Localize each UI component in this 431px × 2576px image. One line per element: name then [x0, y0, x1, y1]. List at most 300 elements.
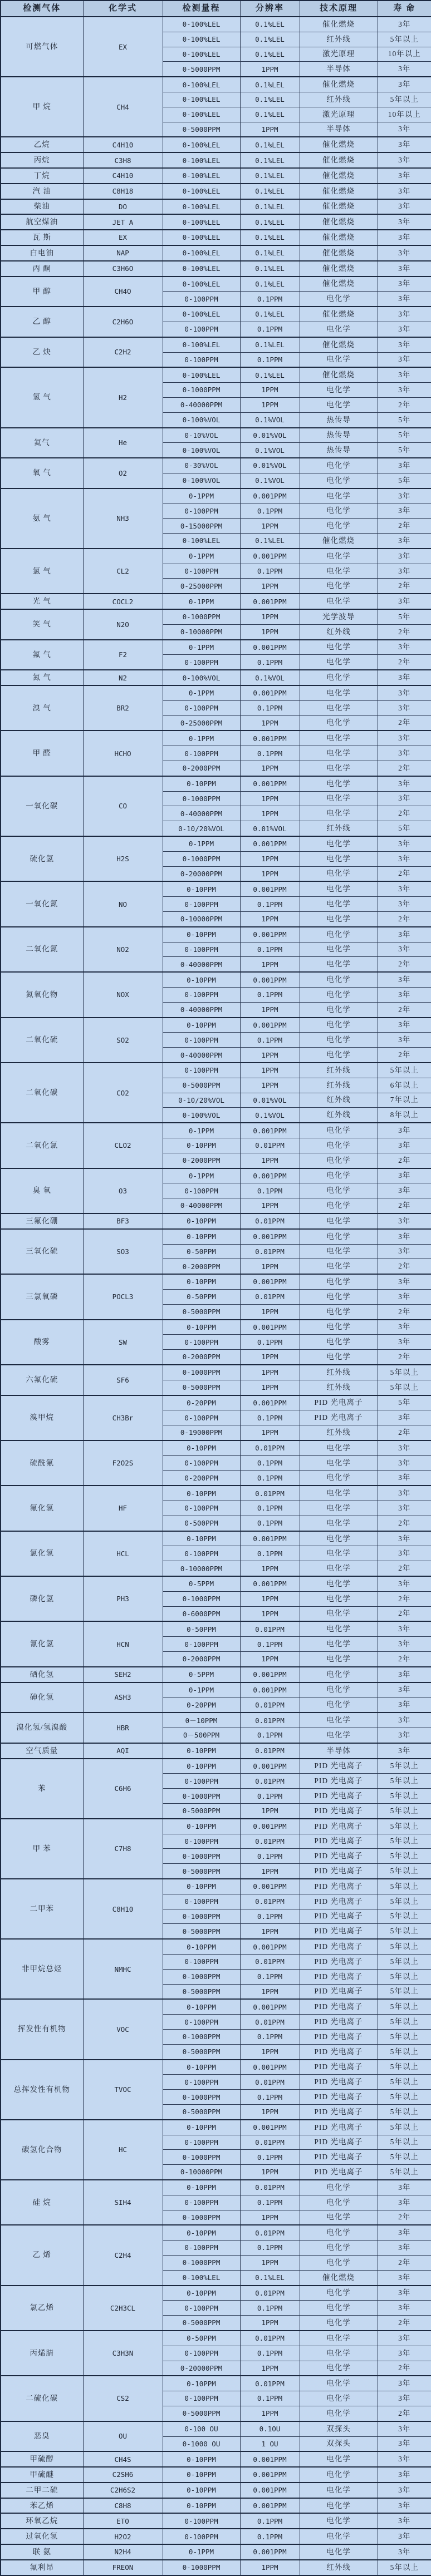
technology-cell: 电化学	[300, 2225, 378, 2240]
technology-cell: 红外线	[300, 821, 378, 836]
lifespan-cell: 5年以上	[378, 1063, 431, 1078]
range-cell: 0-10PPM	[163, 1138, 240, 1153]
resolution-cell: 1PPM	[240, 2316, 300, 2331]
lifespan-cell: 3年	[378, 1470, 431, 1486]
technology-cell: 电化学	[300, 1637, 378, 1652]
lifespan-cell: 2年	[378, 397, 431, 412]
lifespan-cell: 5年以上	[378, 92, 431, 107]
technology-cell: 电化学	[300, 1018, 378, 1033]
technology-cell: PID 光电离子	[300, 1864, 378, 1879]
table-row	[1, 731, 431, 746]
lifespan-cell: 5年	[378, 443, 431, 458]
lifespan-cell: 5年	[378, 1395, 431, 1410]
technology-cell: 电化学	[300, 2301, 378, 2316]
chemical-formula-cell: PH3	[83, 1576, 163, 1621]
range-cell: 0-100PPM	[163, 988, 240, 1003]
range-cell: 0-1000PPM	[163, 2090, 240, 2105]
technology-cell: 电化学	[300, 2286, 378, 2301]
lifespan-cell: 2年	[378, 579, 431, 594]
chemical-formula-cell: HCL	[83, 1531, 163, 1576]
technology-cell: 电化学	[300, 972, 378, 987]
technology-cell: 红外线	[300, 1365, 378, 1380]
resolution-cell: 0.1%LEL	[240, 152, 300, 168]
resolution-cell: 0.1%LEL	[240, 277, 300, 292]
gas-name-cell: 二氧化硫	[1, 1018, 83, 1063]
lifespan-cell: 3年	[378, 1501, 431, 1516]
technology-cell: PID 光电离子	[300, 2104, 378, 2119]
chemical-formula-cell: SW	[83, 1320, 163, 1365]
table-row	[1, 594, 431, 609]
chemical-formula-cell: JET A	[83, 214, 163, 230]
technology-cell: 电化学	[300, 1728, 378, 1743]
resolution-cell: 0.001PPM	[240, 1274, 300, 1289]
resolution-cell: 1PPM	[240, 1591, 300, 1606]
technology-cell: 电化学	[300, 1213, 378, 1229]
lifespan-cell: 3年	[378, 1486, 431, 1501]
lifespan-cell: 2年	[378, 1425, 431, 1440]
column-header-5: 寿 命	[378, 1, 431, 17]
lifespan-cell: 3年	[378, 137, 431, 152]
lifespan-cell: 3年	[378, 2180, 431, 2195]
table-row	[1, 1621, 431, 1636]
technology-cell: PID 光电离子	[300, 1834, 378, 1849]
lifespan-cell: 3年	[378, 1123, 431, 1138]
gas-name-cell: 氮 气	[1, 670, 83, 685]
resolution-cell: 1PPM	[240, 1864, 300, 1879]
lifespan-cell: 3年	[378, 746, 431, 761]
range-cell: 0-100%VOL	[163, 412, 240, 427]
chemical-formula-cell: C3H6O	[83, 261, 163, 277]
resolution-cell: 0.1PPM	[240, 352, 300, 367]
technology-cell: PID 光电离子	[300, 1984, 378, 1999]
technology-cell: 电化学	[300, 564, 378, 579]
range-cell: 0-1000PPM	[163, 2150, 240, 2165]
range-cell: 0-1PPM	[163, 594, 240, 609]
gas-name-cell: 硫酰氟	[1, 1440, 83, 1486]
range-cell: 0-20PPM	[163, 1697, 240, 1713]
range-cell: 0-10000PPM	[163, 624, 240, 639]
resolution-cell: 0.001PPM	[240, 488, 300, 504]
lifespan-cell: 3年	[378, 152, 431, 168]
table-row	[1, 1759, 431, 1774]
resolution-cell: 0.01PPM	[240, 1834, 300, 1849]
technology-cell: 电化学	[300, 1455, 378, 1470]
range-cell: 0-100%LEL	[163, 77, 240, 92]
technology-cell: 电化学	[300, 1048, 378, 1063]
range-cell: 0-100%VOL	[163, 473, 240, 488]
lifespan-cell: 3年	[378, 534, 431, 549]
resolution-cell: 1PPM	[240, 1048, 300, 1063]
range-cell: 0-1000 OU	[163, 2436, 240, 2451]
column-header-4: 技术原理	[300, 1, 378, 17]
range-cell: 0-100PPM	[163, 942, 240, 957]
technology-cell: 电化学	[300, 2195, 378, 2210]
range-cell: 0-100PPM	[163, 2513, 240, 2529]
technology-cell: 电化学	[300, 1486, 378, 1501]
range-cell: 0-5PPM	[163, 1667, 240, 1682]
lifespan-cell: 3年	[378, 122, 431, 137]
lifespan-cell: 5年以上	[378, 1380, 431, 1395]
gas-name-cell: 乙烷	[1, 137, 83, 152]
lifespan-cell: 2年	[378, 1561, 431, 1576]
lifespan-cell: 5年以上	[378, 1774, 431, 1789]
range-cell: 0-100%LEL	[163, 168, 240, 184]
resolution-cell: 1PPM	[240, 397, 300, 412]
gas-name-cell: 氟利昂	[1, 2560, 83, 2575]
header-row	[1, 1, 431, 17]
gas-name-cell: 甲硫醇	[1, 2451, 83, 2467]
technology-cell: 电化学	[300, 806, 378, 821]
chemical-formula-cell: ASH3	[83, 1682, 163, 1713]
technology-cell: PID 光电离子	[300, 1789, 378, 1804]
technology-cell: 电化学	[300, 1289, 378, 1304]
range-cell: 0-1000PPM	[163, 1849, 240, 1864]
resolution-cell: 0.1PPM	[240, 2150, 300, 2165]
range-cell: 0-100PPM	[163, 1063, 240, 1078]
lifespan-cell: 5年以上	[378, 1984, 431, 1999]
range-cell: 0-100%LEL	[163, 199, 240, 215]
lifespan-cell: 3年	[378, 1138, 431, 1153]
gas-name-cell: 碳氢化合物	[1, 2120, 83, 2180]
lifespan-cell: 3年	[378, 1621, 431, 1636]
resolution-cell: 0.01PPM	[240, 1244, 300, 1259]
chemical-formula-cell: CO2	[83, 1063, 163, 1123]
range-cell: 0-10000PPM	[163, 2165, 240, 2180]
lifespan-cell: 2年	[378, 1350, 431, 1365]
table-row	[1, 1939, 431, 1954]
range-cell: 0-1000PPM	[163, 2029, 240, 2044]
lifespan-cell: 2年	[378, 2210, 431, 2225]
lifespan-cell: 2年	[378, 1259, 431, 1274]
lifespan-cell: 5年以上	[378, 1759, 431, 1774]
lifespan-cell: 3年	[378, 214, 431, 230]
resolution-cell: 1PPM	[240, 2406, 300, 2421]
table-row	[1, 972, 431, 987]
chemical-formula-cell: H2	[83, 367, 163, 427]
gas-name-cell: 六氟化硫	[1, 1365, 83, 1395]
technology-cell: 红外线	[300, 92, 378, 107]
technology-cell: 电化学	[300, 322, 378, 337]
technology-cell: 电化学	[300, 942, 378, 957]
technology-cell: 电化学	[300, 836, 378, 851]
gas-name-cell: 丙 酮	[1, 261, 83, 277]
lifespan-cell: 3年	[378, 2331, 431, 2346]
technology-cell: 电化学	[300, 594, 378, 609]
gas-name-cell: 二甲二硫	[1, 2483, 83, 2498]
resolution-cell: 0.001PPM	[240, 685, 300, 700]
technology-cell: 电化学	[300, 866, 378, 881]
lifespan-cell: 3年	[378, 1455, 431, 1470]
resolution-cell: 1PPM	[240, 62, 300, 77]
resolution-cell: 1PPM	[240, 1078, 300, 1093]
range-cell: 0-10PPM	[163, 2225, 240, 2240]
technology-cell: 电化学	[300, 881, 378, 896]
range-cell: 0-10PPM	[163, 1743, 240, 1759]
resolution-cell: 0.1%LEL	[240, 261, 300, 277]
range-cell: 0-100PPM	[163, 1410, 240, 1425]
resolution-cell: 1PPM	[240, 1365, 300, 1380]
technology-cell: PID 光电离子	[300, 1969, 378, 1984]
column-header-3: 分辨率	[240, 1, 300, 17]
range-cell: 0-10PPM	[163, 2180, 240, 2195]
resolution-cell: 1PPM	[240, 1652, 300, 1667]
range-cell: 0-2000PPM	[163, 1350, 240, 1365]
lifespan-cell: 3年	[378, 2498, 431, 2514]
resolution-cell: 0.1PPM	[240, 322, 300, 337]
resolution-cell: 1PPM	[240, 761, 300, 776]
technology-cell: 电化学	[300, 715, 378, 731]
technology-cell: 红外线	[300, 624, 378, 639]
range-cell: 0-100%LEL	[163, 230, 240, 245]
gas-name-cell: 氰化氢	[1, 1621, 83, 1666]
gas-name-cell: 甲 苯	[1, 1819, 83, 1879]
range-cell: 0-40000PPM	[163, 806, 240, 821]
technology-cell: 电化学	[300, 2406, 378, 2421]
resolution-cell: 0.1PPM	[240, 1516, 300, 1531]
table-row	[1, 1999, 431, 2014]
range-cell: 0-100%LEL	[163, 47, 240, 62]
resolution-cell: 0.1PPM	[240, 1849, 300, 1864]
range-cell: 0-100PPM	[163, 2241, 240, 2256]
range-cell: 0-100PPM	[163, 1335, 240, 1350]
lifespan-cell: 2年	[378, 806, 431, 821]
lifespan-cell: 2年	[378, 1516, 431, 1531]
technology-cell: 电化学	[300, 1652, 378, 1667]
technology-cell: 催化燃烧	[300, 367, 378, 382]
chemical-formula-cell: CH4O	[83, 277, 163, 307]
chemical-formula-cell: HBR	[83, 1713, 163, 1743]
technology-cell: 红外线	[300, 32, 378, 47]
resolution-cell: 0.01PPM	[240, 1955, 300, 1970]
range-cell: 0-10000PPM	[163, 912, 240, 927]
lifespan-cell: 2年	[378, 1591, 431, 1606]
lifespan-cell: 2年	[378, 1606, 431, 1621]
table-row	[1, 2513, 431, 2529]
resolution-cell: 1 OU	[240, 2436, 300, 2451]
range-cell: 0-50PPM	[163, 2331, 240, 2346]
chemical-formula-cell: C3H3N	[83, 2331, 163, 2376]
table-row	[1, 1576, 431, 1591]
resolution-cell: 0.001PPM	[240, 1531, 300, 1546]
technology-cell: 催化燃烧	[300, 17, 378, 32]
technology-cell: 电化学	[300, 988, 378, 1003]
technology-cell: 电化学	[300, 1138, 378, 1153]
resolution-cell: 0.1%LEL	[240, 32, 300, 47]
gas-name-cell: 甲 烷	[1, 77, 83, 137]
technology-cell: PID 光电离子	[300, 1999, 378, 2014]
range-cell: 0-100%LEL	[163, 32, 240, 47]
technology-cell: 电化学	[300, 912, 378, 927]
resolution-cell: 0.001PPM	[240, 2451, 300, 2467]
table-row	[1, 152, 431, 168]
technology-cell: 热传导	[300, 443, 378, 458]
range-cell: 0-100PPM	[163, 1546, 240, 1561]
table-row	[1, 1531, 431, 1546]
lifespan-cell: 3年	[378, 1728, 431, 1743]
range-cell: 0-100 OU	[163, 2421, 240, 2436]
chemical-formula-cell: NO2	[83, 927, 163, 972]
lifespan-cell: 5年	[378, 428, 431, 443]
resolution-cell: 0.1PPM	[240, 1909, 300, 1924]
resolution-cell: 0.1%VOL	[240, 670, 300, 685]
resolution-cell: 0.1PPM	[240, 746, 300, 761]
table-row	[1, 488, 431, 504]
range-cell: 0-5000PPM	[163, 62, 240, 77]
technology-cell: PID 光电离子	[300, 2120, 378, 2135]
lifespan-cell: 3年	[378, 897, 431, 912]
gas-name-cell: 溴化氢/氢溴酸	[1, 1713, 83, 1743]
range-cell: 0-100%LEL	[163, 107, 240, 122]
gas-name-cell: 乙 炔	[1, 337, 83, 368]
technology-cell: 催化燃烧	[300, 137, 378, 152]
technology-cell: PID 光电离子	[300, 1894, 378, 1909]
technology-cell: 电化学	[300, 1229, 378, 1244]
range-cell: 0-100PPM	[163, 2301, 240, 2316]
lifespan-cell: 3年	[378, 2483, 431, 2498]
range-cell: 0-2000PPM	[163, 1153, 240, 1168]
table-row	[1, 1440, 431, 1455]
range-cell: 0-10PPM	[163, 1819, 240, 1834]
technology-cell: 催化燃烧	[300, 230, 378, 245]
table-row	[1, 1168, 431, 1183]
gas-name-cell: 一氧化氮	[1, 881, 83, 926]
range-cell: 0-2000PPM	[163, 761, 240, 776]
resolution-cell: 1PPM	[240, 1002, 300, 1017]
range-cell: 0-10PPM	[163, 2483, 240, 2498]
resolution-cell: 0.1%LEL	[240, 230, 300, 245]
resolution-cell: 0.1%VOL	[240, 1108, 300, 1123]
resolution-cell: 0.001PPM	[240, 2120, 300, 2135]
technology-cell: 红外线	[300, 1063, 378, 1078]
table-row	[1, 927, 431, 942]
technology-cell: 激光原理	[300, 47, 378, 62]
lifespan-cell: 3年	[378, 2241, 431, 2256]
resolution-cell: 1PPM	[240, 791, 300, 806]
range-cell: 0-100PPM	[163, 2015, 240, 2030]
table-row	[1, 549, 431, 564]
lifespan-cell: 3年	[378, 2225, 431, 2240]
range-cell: 0-100%LEL	[163, 367, 240, 382]
resolution-cell: 0.001PPM	[240, 1879, 300, 1894]
resolution-cell: 0.001PPM	[240, 1168, 300, 1183]
technology-cell: 电化学	[300, 458, 378, 473]
resolution-cell: 0.01PPM	[240, 1697, 300, 1713]
resolution-cell: 0.001PPM	[240, 1576, 300, 1591]
chemical-formula-cell: C6H6	[83, 1759, 163, 1819]
technology-cell: 电化学	[300, 685, 378, 700]
chemical-formula-cell: POCL3	[83, 1274, 163, 1319]
lifespan-cell: 5年以上	[378, 32, 431, 47]
technology-cell: 电化学	[300, 1183, 378, 1198]
table-row	[1, 184, 431, 199]
range-cell: 0-100%LEL	[163, 152, 240, 168]
range-cell: 0-1000PPM	[163, 2210, 240, 2225]
lifespan-cell: 3年	[378, 881, 431, 896]
chemical-formula-cell: O2	[83, 458, 163, 488]
resolution-cell: 0.001PPM	[240, 2544, 300, 2560]
resolution-cell: 0.1PPM	[240, 2301, 300, 2316]
range-cell: 0-40000PPM	[163, 1002, 240, 1017]
table-row	[1, 609, 431, 624]
resolution-cell: 0.1%LEL	[240, 92, 300, 107]
chemical-formula-cell: FREON	[83, 2560, 163, 2575]
technology-cell: 双探头	[300, 2421, 378, 2436]
range-cell: 0-5000PPM	[163, 2406, 240, 2421]
resolution-cell: 1PPM	[240, 2210, 300, 2225]
resolution-cell: 1PPM	[240, 2044, 300, 2059]
lifespan-cell: 3年	[378, 1244, 431, 1259]
resolution-cell: 1PPM	[240, 1380, 300, 1395]
technology-cell: 红外线	[300, 1108, 378, 1123]
technology-cell: 电化学	[300, 1259, 378, 1274]
lifespan-cell: 3年	[378, 277, 431, 292]
technology-cell: 电化学	[300, 1516, 378, 1531]
chemical-formula-cell: CH4	[83, 77, 163, 137]
range-cell: 0-100PPM	[163, 1455, 240, 1470]
resolution-cell: 1PPM	[240, 715, 300, 731]
resolution-cell: 0.1%LEL	[240, 307, 300, 322]
gas-name-cell: 二甲苯	[1, 1879, 83, 1939]
lifespan-cell: 5年以上	[378, 1909, 431, 1924]
resolution-cell: 0.001PPM	[240, 2483, 300, 2498]
lifespan-cell: 3年	[378, 488, 431, 504]
technology-cell: 电化学	[300, 957, 378, 972]
range-cell: 0-5PPM	[163, 1576, 240, 1591]
lifespan-cell: 2年	[378, 912, 431, 927]
lifespan-cell: 5年以上	[378, 1789, 431, 1804]
table-row	[1, 245, 431, 261]
gas-name-cell: 过氧化氢	[1, 2529, 83, 2544]
resolution-cell: 0.1PPM	[240, 2090, 300, 2105]
range-cell: 0-10PPM	[163, 2467, 240, 2483]
lifespan-cell: 3年	[378, 352, 431, 367]
gas-name-cell: 丙烷	[1, 152, 83, 168]
resolution-cell: 0.1%VOL	[240, 473, 300, 488]
technology-cell: 电化学	[300, 1244, 378, 1259]
resolution-cell: 0.1PPM	[240, 655, 300, 670]
range-cell: 0-2000PPM	[163, 1652, 240, 1667]
resolution-cell: 0.1PPM	[240, 1033, 300, 1048]
chemical-formula-cell: HF	[83, 1486, 163, 1531]
resolution-cell: 0.01PPM	[240, 2075, 300, 2090]
range-cell: 0-100PPM	[163, 2195, 240, 2210]
technology-cell: 催化燃烧	[300, 2270, 378, 2285]
table-row	[1, 670, 431, 685]
range-cell: 0-100%LEL	[163, 2270, 240, 2285]
range-cell: 0-1PPM	[163, 549, 240, 564]
lifespan-cell: 2年	[378, 1048, 431, 1063]
chemical-formula-cell: C4H10	[83, 168, 163, 184]
lifespan-cell: 5年以上	[378, 2104, 431, 2119]
technology-cell: PID 光电离子	[300, 1804, 378, 1819]
gas-name-cell: 一氧化碳	[1, 776, 83, 836]
range-cell: 0-100%LEL	[163, 137, 240, 152]
technology-cell: 催化燃烧	[300, 277, 378, 292]
lifespan-cell: 2年	[378, 1002, 431, 1017]
resolution-cell: 0.1%LEL	[240, 168, 300, 184]
technology-cell: 电化学	[300, 1440, 378, 1455]
range-cell: 0-40000PPM	[163, 1048, 240, 1063]
lifespan-cell: 3年	[378, 776, 431, 791]
range-cell: 0-100%LEL	[163, 534, 240, 549]
technology-cell: 电化学	[300, 2544, 378, 2560]
technology-cell: PID 光电离子	[300, 1955, 378, 1970]
range-cell: 0-100PPM	[163, 1637, 240, 1652]
range-cell: 0-10PPM	[163, 776, 240, 791]
table-row	[1, 2498, 431, 2514]
table-row	[1, 1274, 431, 1289]
range-cell: 0-5000PPM	[163, 1804, 240, 1819]
